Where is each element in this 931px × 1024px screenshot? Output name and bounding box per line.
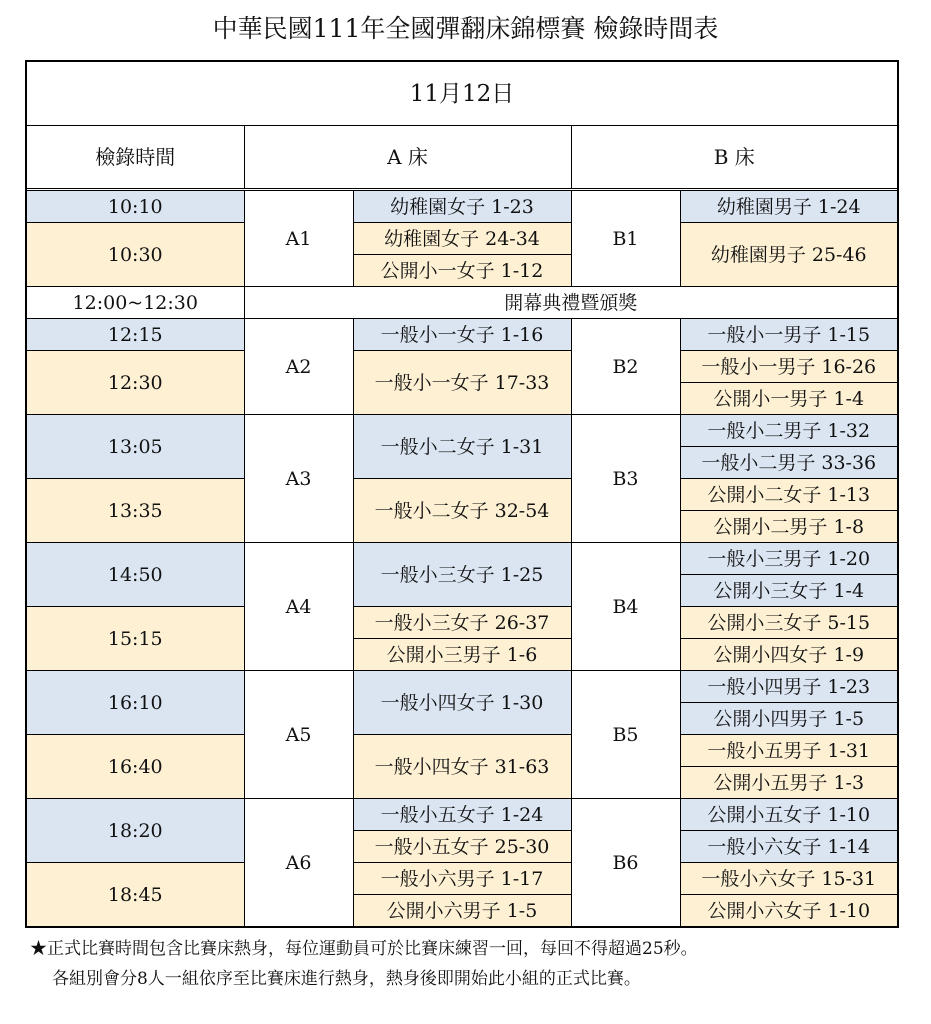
b-event: 公開小四男子 1-5 — [680, 703, 898, 735]
group-a: A5 — [244, 671, 353, 799]
a-event: 一般小五女子 25-30 — [353, 831, 571, 863]
b-event: 公開小二女子 1-13 — [680, 479, 898, 511]
time-cell: 10:30 — [26, 223, 244, 287]
a-event: 一般小一女子 1-16 — [353, 319, 571, 351]
b-event: 一般小一男子 1-15 — [680, 319, 898, 351]
time-cell: 15:15 — [26, 607, 244, 671]
b-event: 一般小六女子 1-14 — [680, 831, 898, 863]
a-event: 一般小四女子 1-30 — [353, 671, 571, 735]
b-event: 公開小三女子 5-15 — [680, 607, 898, 639]
time-cell: 12:30 — [26, 351, 244, 415]
b-event: 公開小六女子 1-10 — [680, 895, 898, 928]
header-bed-b: B 床 — [571, 126, 898, 189]
time-cell: 13:35 — [26, 479, 244, 543]
time-cell: 16:40 — [26, 735, 244, 799]
group-b: B6 — [571, 799, 680, 928]
b-event: 一般小五男子 1-31 — [680, 735, 898, 767]
note-line: ★正式比賽時間包含比賽床熱身，每位運動員可於比賽床練習一回，每回不得超過25秒。 — [30, 939, 698, 959]
b-event: 公開小五女子 1-10 — [680, 799, 898, 831]
ceremony-cell: 開幕典禮暨頒獎 — [244, 287, 898, 319]
a-event: 幼稚園女子 1-23 — [353, 191, 571, 223]
b-event: 幼稚園男子 25-46 — [680, 223, 898, 287]
a-event: 一般小六男子 1-17 — [353, 863, 571, 895]
b-event: 一般小二男子 1-32 — [680, 415, 898, 447]
b-event: 一般小一男子 16-26 — [680, 351, 898, 383]
a-event: 公開小六男子 1-5 — [353, 895, 571, 928]
time-cell: 18:45 — [26, 863, 244, 928]
header-time: 檢錄時間 — [26, 126, 244, 189]
group-b: B3 — [571, 415, 680, 543]
b-event: 一般小三男子 1-20 — [680, 543, 898, 575]
b-event: 一般小六女子 15-31 — [680, 863, 898, 895]
a-event: 公開小一女子 1-12 — [353, 255, 571, 287]
group-b: B4 — [571, 543, 680, 671]
header-bed-a: A 床 — [244, 126, 571, 189]
time-cell: 13:05 — [26, 415, 244, 479]
group-a: A3 — [244, 415, 353, 543]
a-event: 一般小二女子 1-31 — [353, 415, 571, 479]
b-event: 公開小一男子 1-4 — [680, 383, 898, 415]
b-event: 公開小二男子 1-8 — [680, 511, 898, 543]
a-event: 一般小三女子 26-37 — [353, 607, 571, 639]
time-cell: 16:10 — [26, 671, 244, 735]
group-a: A1 — [244, 191, 353, 287]
time-cell: 14:50 — [26, 543, 244, 607]
a-event: 一般小三女子 1-25 — [353, 543, 571, 607]
a-event: 一般小一女子 17-33 — [353, 351, 571, 415]
time-cell: 10:10 — [26, 191, 244, 223]
group-b: B1 — [571, 191, 680, 287]
a-event: 一般小二女子 32-54 — [353, 479, 571, 543]
time-cell: 12:00~12:30 — [26, 287, 244, 319]
group-b: B2 — [571, 319, 680, 415]
b-event: 幼稚園男子 1-24 — [680, 191, 898, 223]
b-event: 一般小四男子 1-23 — [680, 671, 898, 703]
group-a: A2 — [244, 319, 353, 415]
group-a: A4 — [244, 543, 353, 671]
b-event: 公開小五男子 1-3 — [680, 767, 898, 799]
schedule-table — [25, 60, 899, 928]
page-title: 中華民國111年全國彈翻床錦標賽 檢錄時間表 — [212, 14, 719, 43]
note-line: 各組別會分8人一組依序至比賽床進行熱身，熱身後即開始此小組的正式比賽。 — [52, 969, 641, 989]
time-cell: 12:15 — [26, 319, 244, 351]
a-event: 一般小五女子 1-24 — [353, 799, 571, 831]
b-event: 一般小二男子 33-36 — [680, 447, 898, 479]
a-event: 公開小三男子 1-6 — [353, 639, 571, 671]
notes — [30, 934, 698, 994]
b-event: 公開小四女子 1-9 — [680, 639, 898, 671]
a-event: 幼稚園女子 24-34 — [353, 223, 571, 255]
group-a: A6 — [244, 799, 353, 928]
b-event: 公開小三女子 1-4 — [680, 575, 898, 607]
time-cell: 18:20 — [26, 799, 244, 863]
group-b: B5 — [571, 671, 680, 799]
date-header: 11月12日 — [26, 61, 898, 126]
a-event: 一般小四女子 31-63 — [353, 735, 571, 799]
